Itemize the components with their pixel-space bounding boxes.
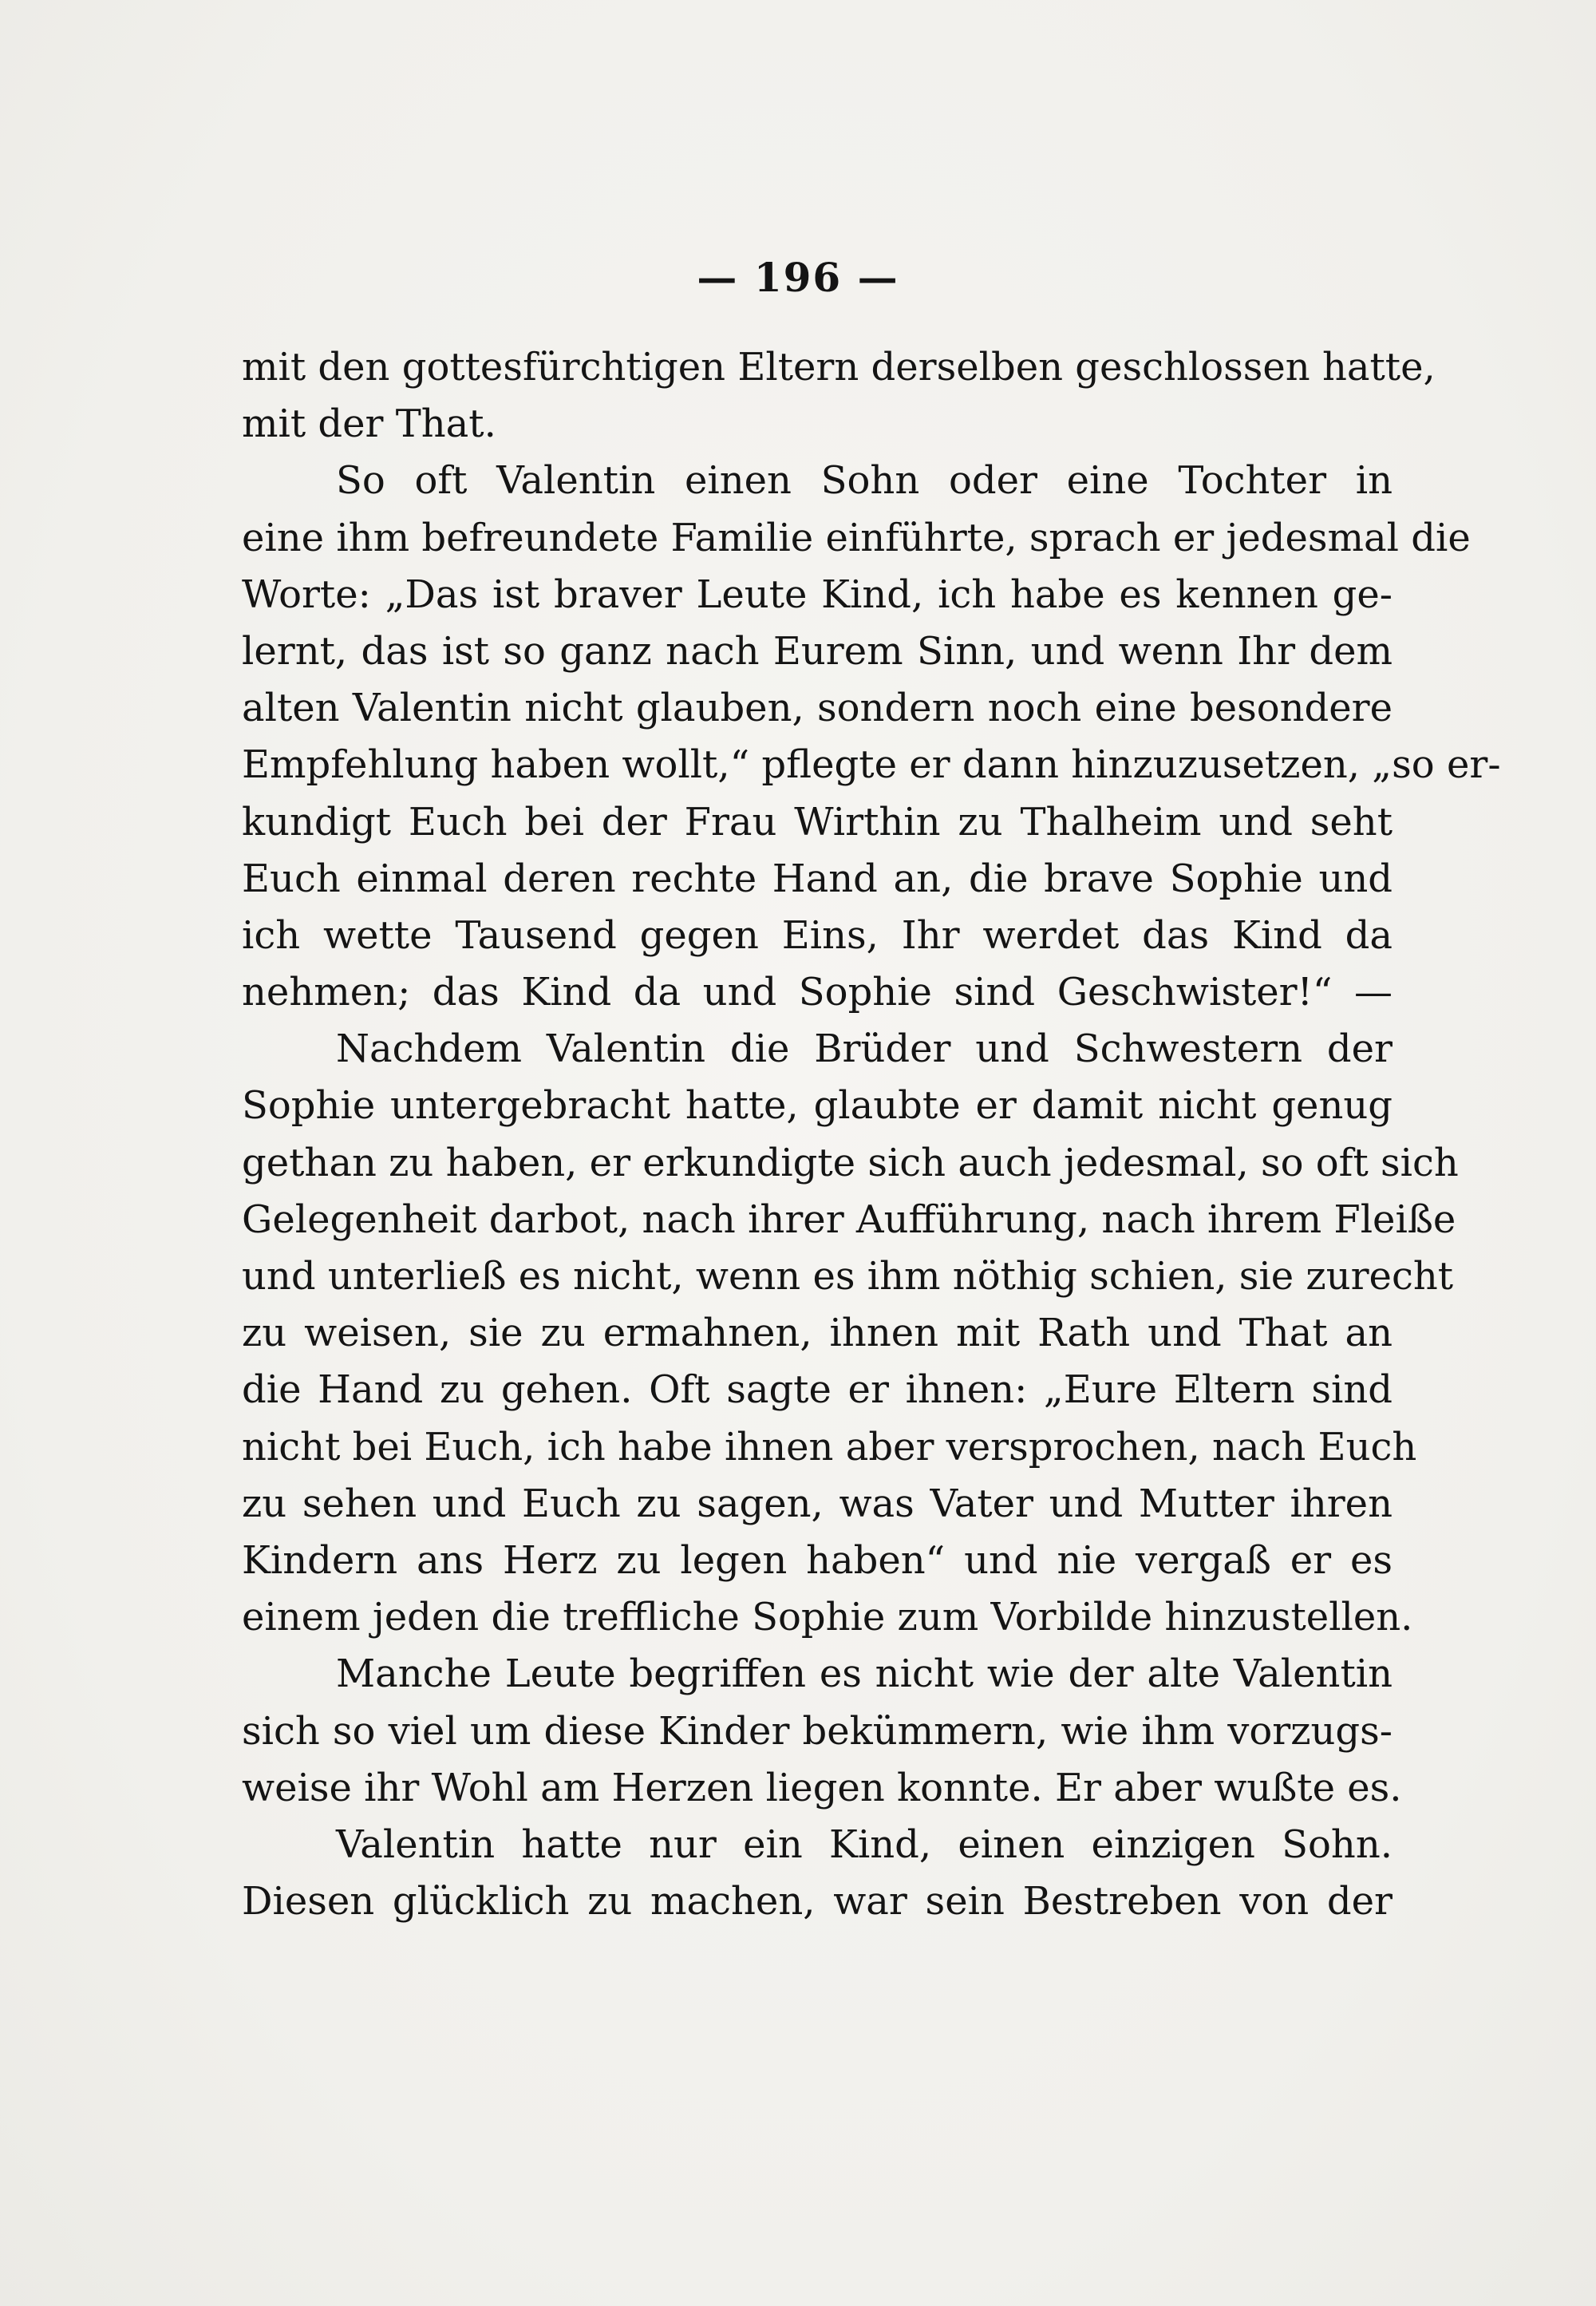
text-line: mit der That. (242, 401, 496, 447)
text-line: einem jeden die treffliche Sophie zum Vorbilde hinzustellen. (242, 1595, 1413, 1640)
text-line: Valentin hatte nur ein Kind, einen einzigen Sohn. (336, 1821, 1393, 1867)
text-line: Sophie untergebracht hatte, glaubte er damit nicht genug (242, 1083, 1393, 1129)
text-line: mit den gottesfürchtigen Eltern derselben geschlossen hatte, (242, 345, 1436, 390)
text-line: ich wette Tausend gegen Eins, Ihr werdet das Kind da (242, 912, 1393, 958)
text-line: nehmen; das Kind da und Sophie sind Geschwister!“ — (242, 970, 1393, 1015)
text-line: kundigt Euch bei der Frau Wirthin zu Thalheim und seht (242, 799, 1393, 844)
text-line: Nachdem Valentin die Brüder und Schwestern der (336, 1026, 1393, 1072)
text-line: Diesen glücklich zu machen, war sein Bestreben von der (242, 1879, 1393, 1924)
text-line: gethan zu haben, er erkundigte sich auch jedesmal, so oft sich (242, 1140, 1459, 1185)
text-line: sich so viel um diese Kinder bekümmern, wie ihm vorzugs- (242, 1708, 1393, 1754)
text-line: lernt, das ist so ganz nach Eurem Sinn, und wenn Ihr dem (242, 628, 1393, 674)
body-text (242, 339, 1501, 1930)
text-line: die Hand zu gehen. Oft sagte er ihnen: „Eure Eltern sind (242, 1367, 1393, 1413)
text-line: alten Valentin nicht glauben, sondern noch eine besondere (242, 686, 1393, 731)
text-line: nicht bei Euch, ich habe ihnen aber versprochen, nach Euch (242, 1424, 1417, 1469)
page-number: — 196 — (697, 254, 899, 301)
text-line: Kindern ans Herz zu legen haben“ und nie vergaß er es (242, 1537, 1393, 1583)
text-line: Manche Leute begriffen es nicht wie der alte Valentin (336, 1651, 1393, 1697)
text-line: Empfehlung haben wollt,“ pflegte er dann hinzuzusetzen, „so er- (242, 742, 1501, 788)
text-line: zu sehen und Euch zu sagen, was Vater und Mutter ihren (242, 1481, 1393, 1526)
text-line: Euch einmal deren rechte Hand an, die brave Sophie und (242, 856, 1393, 901)
text-line: zu weisen, sie zu ermahnen, ihnen mit Rath und That an (242, 1311, 1393, 1356)
text-line: eine ihm befreundete Familie einführte, sprach er jedesmal die (242, 515, 1471, 560)
text-line: und unterließ es nicht, wenn es ihm nöthig schien, sie zurecht (242, 1254, 1454, 1299)
text-line: So oft Valentin einen Sohn oder eine Tochter in (336, 458, 1393, 504)
text-line: Gelegenheit darbot, nach ihrer Aufführung, nach ihrem Fleiße (242, 1197, 1456, 1242)
text-line: Worte: „Das ist braver Leute Kind, ich habe es kennen ge- (242, 572, 1393, 617)
text-line: weise ihr Wohl am Herzen liegen konnte. Er aber wußte es. (242, 1765, 1402, 1810)
